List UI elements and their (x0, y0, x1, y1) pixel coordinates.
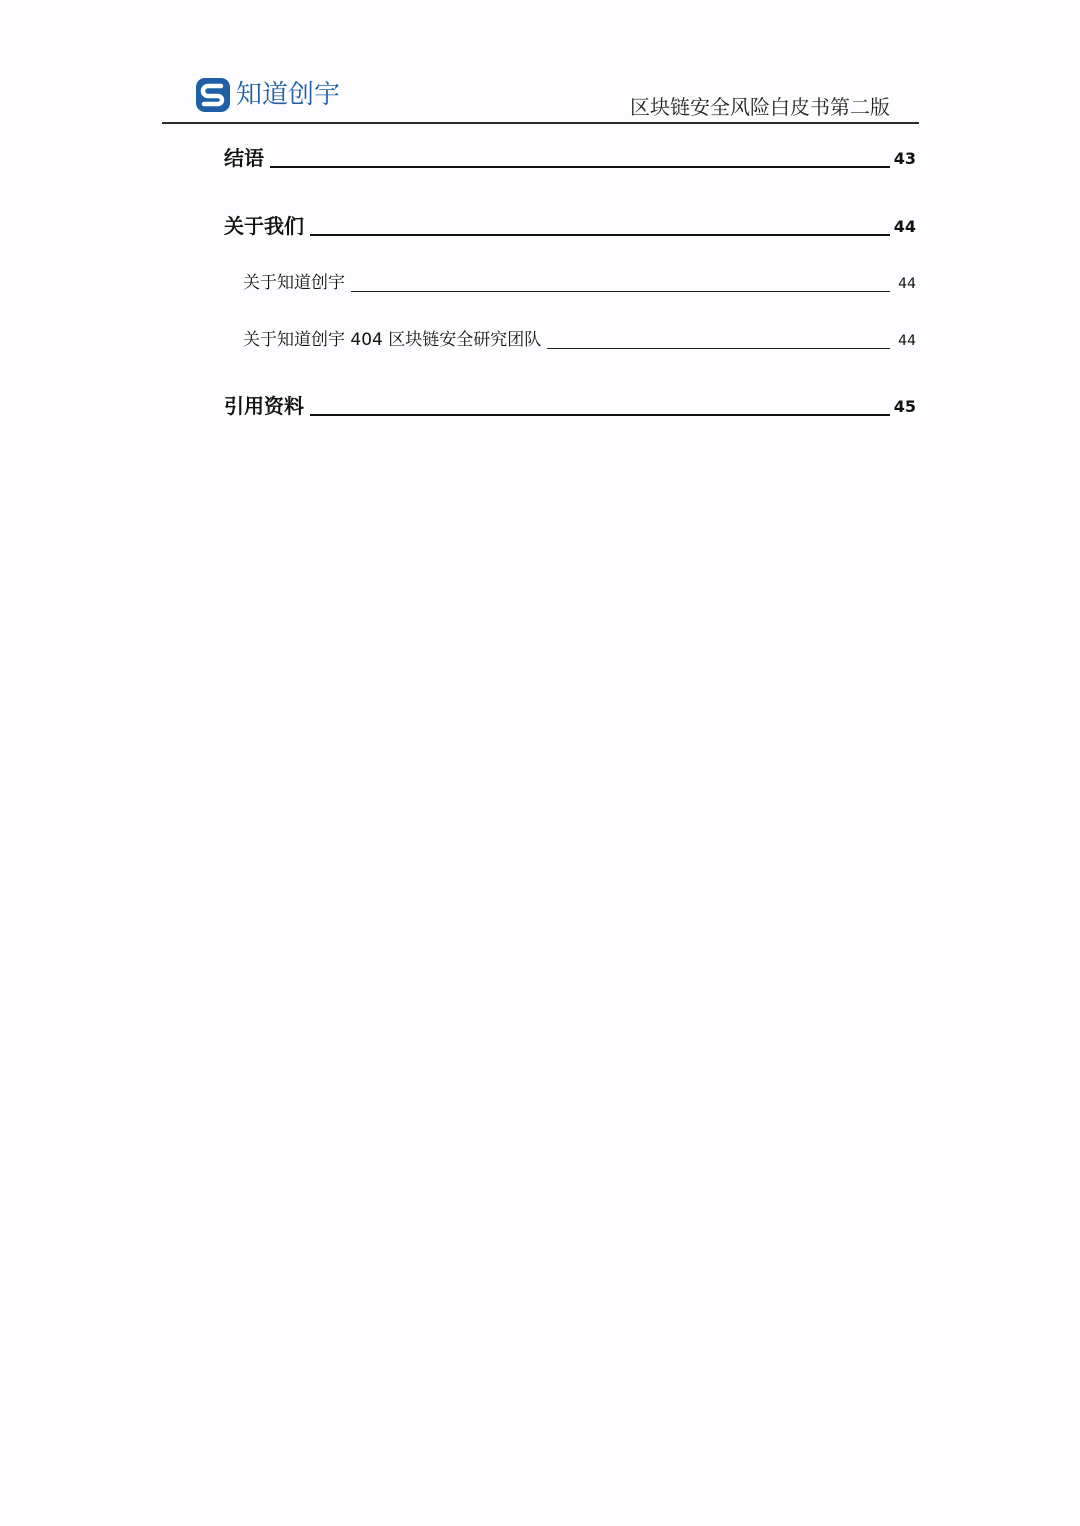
document-title: 区块链安全风险白皮书第二版 (630, 95, 890, 119)
toc-entry-label: 关于我们 (224, 214, 304, 238)
toc-page-number: 44 (898, 333, 916, 349)
toc-entry-label: 关于知道创宇 (243, 273, 345, 293)
header-divider (162, 122, 919, 124)
page-header (0, 0, 1080, 124)
logo-text: 知道创宇 (236, 80, 341, 110)
toc-page-number: 43 (893, 149, 916, 168)
toc-entry-conclusion[interactable] (224, 146, 916, 170)
toc-page-number: 45 (893, 397, 916, 416)
toc-leader-line (547, 348, 890, 349)
toc-entry-label: 引用资料 (224, 394, 304, 418)
toc-leader-line (310, 414, 890, 416)
toc-entry-about-404-team[interactable] (243, 328, 916, 352)
toc-entry-references[interactable] (224, 394, 916, 418)
toc-leader-line (351, 291, 890, 292)
toc-entry-label: 关于知道创宇 404 区块链安全研究团队 (243, 330, 542, 350)
toc-entry-about-us[interactable] (224, 214, 916, 238)
toc-leader-line (270, 166, 890, 168)
toc-entry-about-knownsec[interactable] (243, 271, 916, 295)
toc-page-number: 44 (898, 276, 916, 292)
knownsec-logo-icon (195, 77, 231, 113)
toc-entry-label: 结语 (224, 146, 264, 170)
company-logo (195, 76, 340, 114)
toc-page-number: 44 (893, 217, 916, 236)
toc-leader-line (310, 234, 890, 236)
